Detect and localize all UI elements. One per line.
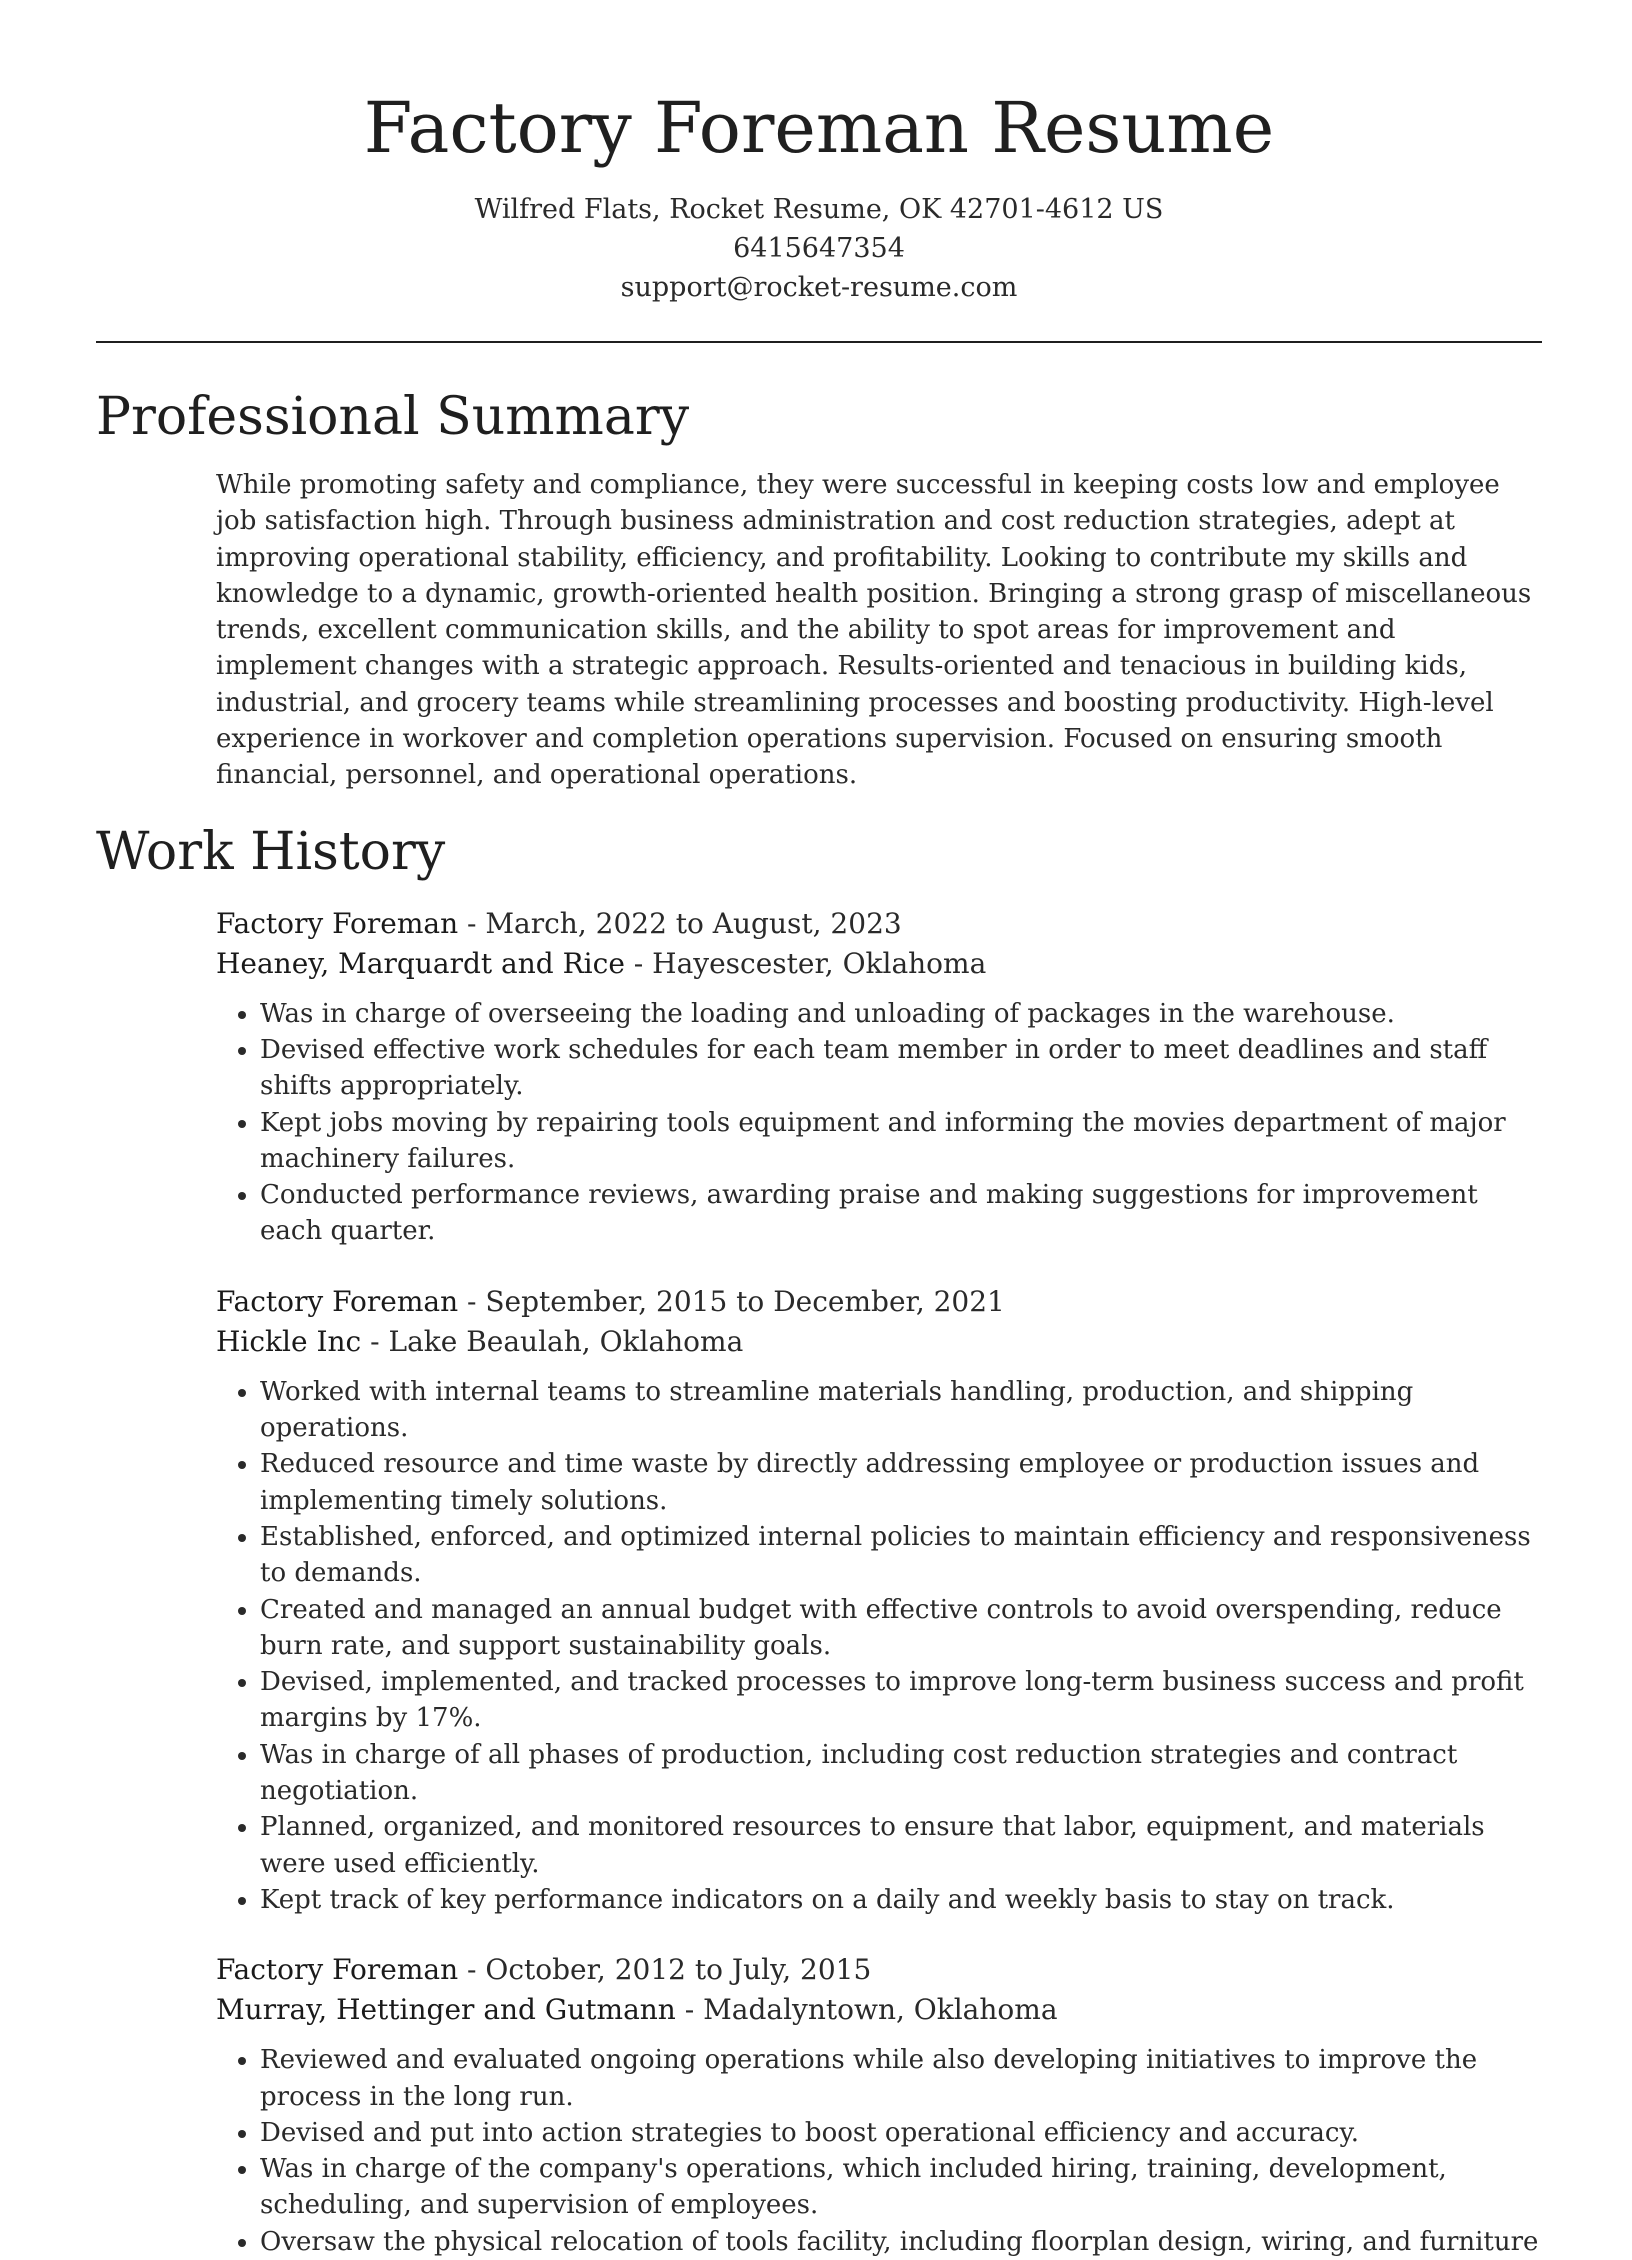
contact-phone: 6415647354	[733, 233, 905, 264]
resume-header	[96, 88, 1542, 307]
job-title: Factory Foreman	[216, 1953, 459, 1987]
duty-item: • Kept track of key performance indicators on a daily and weekly basis to stay on track.	[260, 1882, 1542, 1918]
resume-page	[96, 0, 1542, 2260]
duty-item: • Devised, implemented, and tracked processes to improve long-term business success and profit margins by 17%.	[260, 1664, 1542, 1737]
job-entry	[216, 1950, 1542, 2260]
contact-email: support@rocket-resume.com	[620, 272, 1018, 303]
job-title: Factory Foreman	[216, 906, 459, 940]
job-entry	[216, 904, 1542, 1250]
job-entry	[216, 1282, 1542, 1918]
duty-item: • Devised and put into action strategies to boost operational efficiency and accuracy.	[260, 2115, 1542, 2151]
work-history-heading: Work History	[96, 821, 446, 882]
duty-item: • Conducted performance reviews, awarding praise and making suggestions for improvement each quarter.	[260, 1177, 1542, 1250]
duty-item: • Planned, organized, and monitored resources to ensure that labor, equipment, and materials were used efficiently.	[260, 1809, 1542, 1882]
header-divider	[96, 341, 1542, 343]
duty-item: • Kept jobs moving by repairing tools equipment and informing the movies department of major machinery failures.	[260, 1105, 1542, 1178]
contact-address: Wilfred Flats, Rocket Resume, OK 42701-4612 US	[474, 194, 1164, 225]
duty-item: • Reviewed and evaluated ongoing operations while also developing initiatives to improve the process in the long run.	[260, 2042, 1542, 2115]
job-dates: - September, 2015 to December, 2021	[458, 1284, 1005, 1318]
job-company: Hickle Inc	[216, 1324, 362, 1358]
resume-title: Factory Foreman Resume	[363, 87, 1275, 169]
job-company-line	[216, 944, 1542, 984]
job-dates: - October, 2012 to July, 2015	[458, 1953, 872, 1987]
duty-item: • Devised effective work schedules for each team member in order to meet deadlines and staff shifts appropriately.	[260, 1032, 1542, 1105]
summary-heading: Professional Summary	[96, 387, 690, 447]
duty-item: • Established, enforced, and optimized internal policies to maintain efficiency and responsiveness to demands.	[260, 1519, 1542, 1592]
duty-item: • Was in charge of the company's operations, which included hiring, training, development, scheduling, and supervision of employees.	[260, 2151, 1542, 2224]
job-duties-list	[216, 996, 1542, 1250]
job-company-line	[216, 1322, 1542, 1362]
job-duties-list	[216, 2042, 1542, 2260]
work-history-section	[96, 822, 1542, 2260]
duty-item: • Was in charge of overseeing the loading and unloading of packages in the warehouse.	[260, 996, 1542, 1032]
contact-block	[96, 190, 1542, 307]
job-title-line	[216, 1950, 1542, 1990]
duty-item: • Created and managed an annual budget with effective controls to avoid overspending, reduce burn rate, and support sustainability goals.	[260, 1592, 1542, 1665]
job-company: Murray, Hettinger and Gutmann	[216, 1993, 676, 2027]
summary-section	[96, 387, 1542, 794]
duty-item: • Was in charge of all phases of production, including cost reduction strategies and contract negotiation.	[260, 1737, 1542, 1810]
job-title-line	[216, 904, 1542, 944]
summary-text: While promoting safety and compliance, they were successful in keeping costs low and employee job satisfaction high. Through business administration and cost reduction strategies, adept at improving operational stability, efficiency, and profitability. Looking to contribute my skills and knowledge to a dynamic, growth-oriented health position. Bringing a strong grasp of miscellaneous trends, excellent communication skills, and the ability to spot areas for improvement and implement changes with a strategic approach. Results-oriented and tenacious in building kids, industrial, and grocery teams while streamlining processes and boosting productivity. High-level experience in workover and completion operations supervision. Focused on ensuring smooth financial, personnel, and operational operations.	[216, 470, 1532, 791]
job-duties-list	[216, 1374, 1542, 1918]
job-location: - Hayescester, Oklahoma	[624, 946, 987, 980]
job-dates: - March, 2022 to August, 2023	[458, 906, 902, 940]
job-location: - Madalyntown, Oklahoma	[675, 1993, 1058, 2027]
job-title-line	[216, 1282, 1542, 1322]
job-company-line	[216, 1990, 1542, 2030]
job-location: - Lake Beaulah, Oklahoma	[361, 1324, 744, 1358]
job-title: Factory Foreman	[216, 1284, 459, 1318]
duty-item: • Worked with internal teams to streamline materials handling, production, and shipping operations.	[260, 1374, 1542, 1447]
duty-item: • Reduced resource and time waste by directly addressing employee or production issues and implementing timely solutions.	[260, 1446, 1542, 1519]
duty-item: • Oversaw the physical relocation of tools facility, including floorplan design, wiring, and furniture	[260, 2224, 1542, 2260]
job-company: Heaney, Marquardt and Rice	[216, 946, 625, 980]
